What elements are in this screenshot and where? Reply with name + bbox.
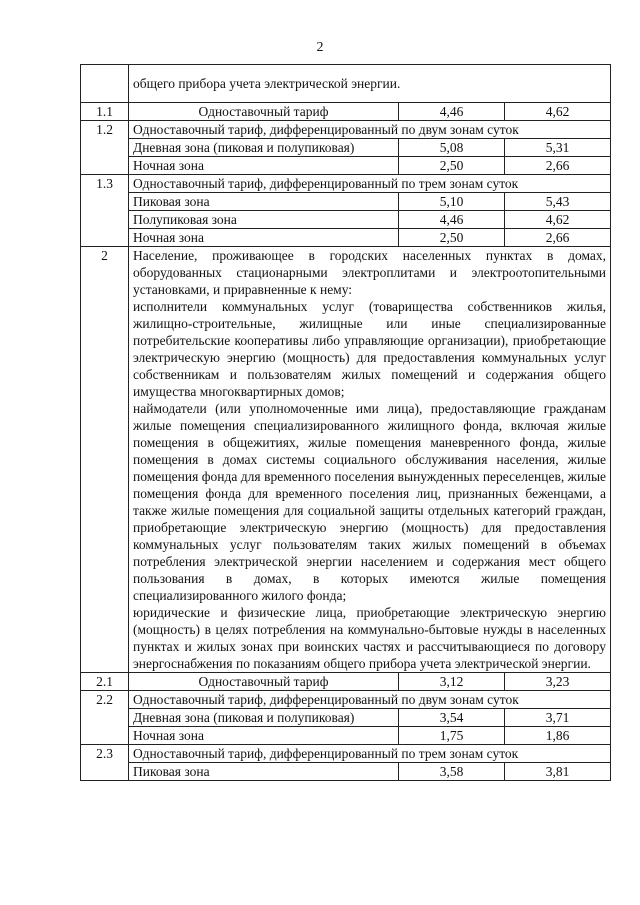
tariff-value-second-half: 3,71 — [505, 709, 611, 727]
tariff-value-first-half: 3,54 — [399, 709, 505, 727]
row-number: 2.2 — [81, 691, 129, 745]
row-label: Ночная зона — [129, 157, 399, 175]
row-number: 2.3 — [81, 745, 129, 781]
tariff-value-second-half: 3,81 — [505, 763, 611, 781]
table-row — [81, 175, 611, 193]
row-label: Дневная зона (пиковая и полупиковая) — [129, 709, 399, 727]
tariff-value-second-half: 4,62 — [505, 103, 611, 121]
page-number: 2 — [316, 40, 324, 55]
tariff-value-first-half: 3,58 — [399, 763, 505, 781]
table-row — [81, 193, 611, 211]
tariff-value-second-half: 4,62 — [505, 211, 611, 229]
description-paragraph: исполнители коммунальных услуг (товарищества собственников жилья, жилищно-строительные, жилищные или иные специализированные потребительские кооперативы либо управляющие организации), приобретающие электрическую энергию (мощность) для предоставления коммунальных услуг собственникам и пользователям жилых помещений и содержания общего имущества многоквартирных домов; — [133, 299, 607, 399]
row-label: Одноставочный тариф, дифференцированный по трем зонам суток — [129, 745, 611, 763]
row-label: Одноставочный тариф — [129, 673, 399, 691]
row-label: Полупиковая зона — [129, 211, 399, 229]
consumer-group-description — [129, 247, 611, 673]
table-row — [81, 709, 611, 727]
table-row — [81, 211, 611, 229]
tariff-value-first-half: 5,08 — [399, 139, 505, 157]
row-label: Ночная зона — [129, 727, 399, 745]
table-row — [81, 763, 611, 781]
row-label: Пиковая зона — [129, 763, 399, 781]
description-paragraph: юридические и физические лица, приобретающие электрическую энергию (мощность) в целях потребления на коммунально-бытовые нужды в населенных пунктах и жилых зонах при воинских частях и рассчитывающиеся по договору энергоснабжения по показаниям общего прибора учета электрической энергии. — [133, 605, 607, 671]
description-paragraph: Население, проживающее в городских населенных пунктах в домах, оборудованных стационарными электроплитами и электроотопительными установками, и приравненные к нему: — [133, 248, 607, 297]
row-number: 1.3 — [81, 175, 129, 247]
row-number — [81, 65, 129, 103]
row-label: Одноставочный тариф, дифференцированный по двум зонам суток — [129, 691, 611, 709]
table-row — [81, 103, 611, 121]
table-row — [81, 157, 611, 175]
row-number: 1.2 — [81, 121, 129, 175]
table-row — [81, 727, 611, 745]
table-row — [81, 139, 611, 157]
tariff-value-first-half: 2,50 — [399, 157, 505, 175]
table-row — [81, 247, 611, 673]
row-number: 2 — [81, 247, 129, 673]
table-row — [81, 65, 611, 103]
row-label: Одноставочный тариф — [129, 103, 399, 121]
tariff-table — [80, 64, 611, 781]
tariff-value-second-half: 3,23 — [505, 673, 611, 691]
tariff-value-first-half: 4,46 — [399, 211, 505, 229]
table-row — [81, 673, 611, 691]
tariff-value-second-half: 2,66 — [505, 157, 611, 175]
table-row — [81, 121, 611, 139]
table-row — [81, 691, 611, 709]
row-label: Ночная зона — [129, 229, 399, 247]
row-label: общего прибора учета электрической энергии. — [129, 65, 611, 103]
row-label: Одноставочный тариф, дифференцированный по трем зонам суток — [129, 175, 611, 193]
tariff-value-first-half: 3,12 — [399, 673, 505, 691]
tariff-value-second-half: 5,31 — [505, 139, 611, 157]
tariff-value-first-half: 4,46 — [399, 103, 505, 121]
tariff-value-first-half: 5,10 — [399, 193, 505, 211]
table-row — [81, 745, 611, 763]
tariff-value-second-half: 5,43 — [505, 193, 611, 211]
row-number: 2.1 — [81, 673, 129, 691]
tariff-value-first-half: 2,50 — [399, 229, 505, 247]
row-label: Дневная зона (пиковая и полупиковая) — [129, 139, 399, 157]
tariff-value-second-half: 1,86 — [505, 727, 611, 745]
tariff-value-second-half: 2,66 — [505, 229, 611, 247]
row-number: 1.1 — [81, 103, 129, 121]
table-row — [81, 229, 611, 247]
row-label: Пиковая зона — [129, 193, 399, 211]
tariff-value-first-half: 1,75 — [399, 727, 505, 745]
row-label: Одноставочный тариф, дифференцированный по двум зонам суток — [129, 121, 611, 139]
description-paragraph: наймодатели (или уполномоченные ими лица), предоставляющие гражданам жилые помещения специализированного жилищного фонда, включая жилые помещения в общежитиях, жилые помещения маневренного фонда, жилые помещения в домах системы социального обслуживания населения, жилые помещения фонда для временного поселения вынужденных переселенцев, жилые помещения фонда для временного поселения лиц, признанных беженцами, а также жилые помещения для социальной защиты отдельных категорий граждан, приобретающие электрическую энергию (мощность) для предоставления коммунальных услуг пользователям таких жилых помещений в объемах потребления электрической энергии населением и содержания мест общего пользования в домах, в которых имеются жилые помещения специализированного жилого фонда; — [133, 401, 607, 603]
